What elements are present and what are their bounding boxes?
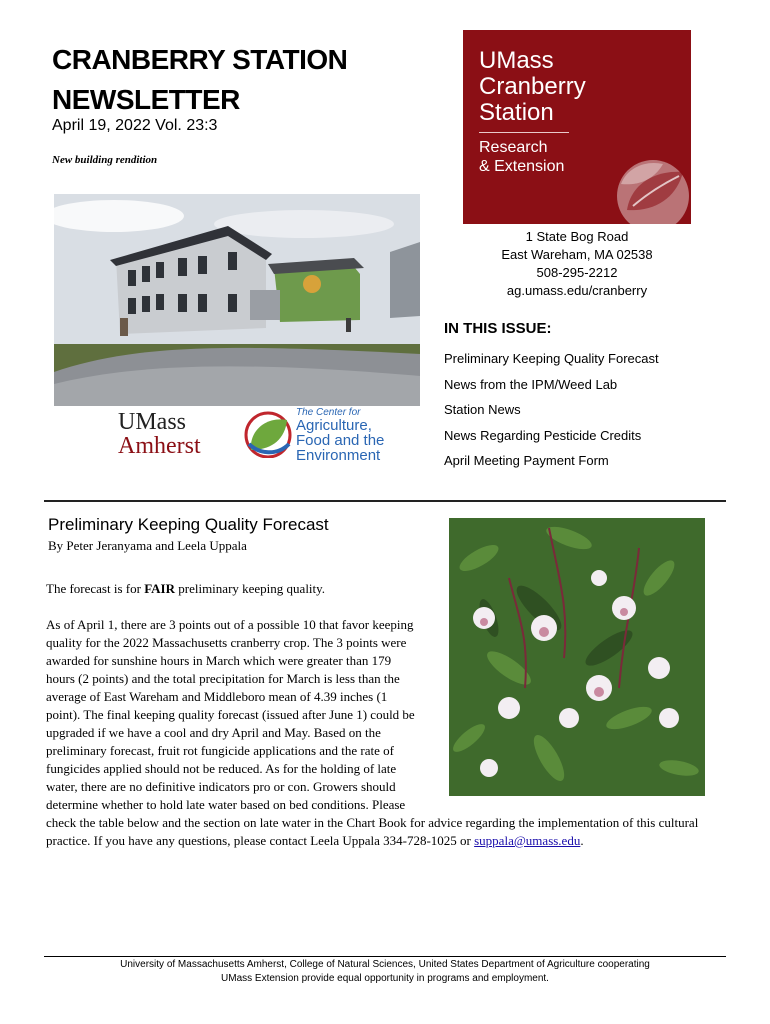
date-volume: April 19, 2022 Vol. 23:3 [52,117,218,134]
footer [44,958,726,986]
cafe-leaf-icon [243,408,293,458]
logo-divider [479,132,569,133]
address-phone: 508-295-2212 [536,265,618,280]
section-divider [44,500,726,502]
footer-line-2: UMass Extension provide equal opportunity in programs and employment. [221,973,549,984]
cafe-logo-text: The Center for Agriculture, Food and the Environment [296,407,385,464]
article-paragraph-details: As of April 1, there are 3 points out of a possible 10 that favor keeping quality for the 2022 Massachusetts cranberry crop. The 3 points were awarded for sunshine hours in March which were greater than 179 hours (2 points) and the total precipitation for March is less than the average of East Wareham and Middleboro mean of 4.39 inches (1 point). The final keeping quality forecast (issued after June 1) could be upgraded if we have a cool and dry April and May. Based on the preliminary forecast, fruit rot fungicide applications and the rate of fungicides applied should not be reduced. As for the holding of late water, there are no definitive indicators pro or con. Growers should determine whether to hold late water based on bed conditions. Please check the table below and the section on late water in the Chart Book for advice regarding the implementation of this cultural practice. If you have any questions, please contact Leela Uppala 334-728-1025 or suppala@umass.edu. [46,617,699,848]
address-web: ag.umass.edu/cranberry [506,283,648,298]
in-this-issue-heading: IN THIS ISSUE: [444,320,552,337]
logo-wordmark: UMass Cranberry Station [479,47,586,126]
issue-item-ipm-weed-lab[interactable]: News from the IPM/Weed Lab [444,376,618,392]
photo-caption: New building rendition [52,154,158,166]
station-address [463,228,691,300]
contact-email-link[interactable]: suppala@umass.edu [474,833,581,848]
article-byline: By Peter Jeranyama and Leela Uppala [48,538,247,553]
issue-item-payment-form[interactable]: April Meeting Payment Form [444,453,609,468]
article-body [46,580,720,868]
issue-item-keeping-quality[interactable]: Preliminary Keeping Quality Forecast [444,351,659,366]
newsletter-title: CRANBERRY STATION NEWSLETTER [52,44,348,115]
image-float-spacer [420,580,720,812]
forecast-rating: FAIR [144,581,175,596]
in-this-issue-list [444,346,659,474]
article-title: Preliminary Keeping Quality Forecast [48,515,329,534]
address-city: East Wareham, MA 02538 [501,247,653,262]
umass-amherst-logo: UMass Amherst [118,409,201,459]
footer-line-1: University of Massachusetts Amherst, College of Natural Sciences, United States Department of Agriculture cooperating [120,959,650,970]
cranberry-station-logo [463,30,691,224]
logo-subtitle: Research & Extension [479,139,565,175]
article-paragraph-forecast: The forecast is for FAIR preliminary keeping quality. [46,581,326,596]
issue-item-pesticide-credits[interactable]: News Regarding Pesticide Credits [444,427,642,443]
leaf-icon [613,148,691,224]
address-street: 1 State Bog Road [525,229,629,244]
building-rendition-image [54,194,420,406]
footer-divider [44,956,726,957]
issue-item-station-news[interactable]: Station News [444,402,521,417]
